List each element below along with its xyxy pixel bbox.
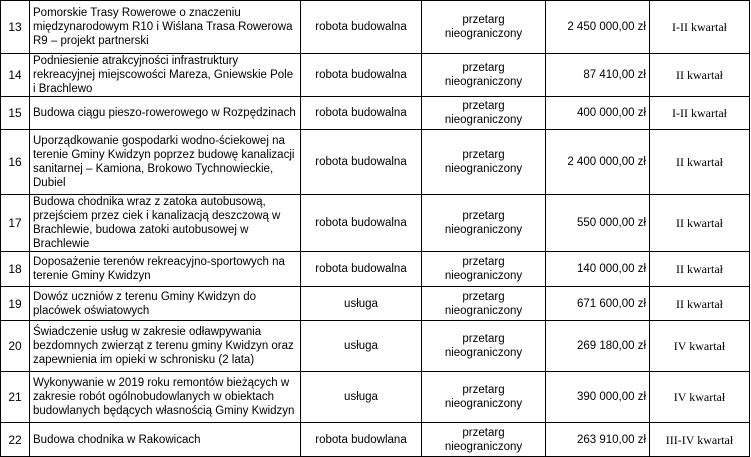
table-row xyxy=(1,321,750,372)
planned-period: II kwartał xyxy=(650,252,750,287)
planned-period: III-IV kwartał xyxy=(650,423,750,457)
contract-type: robota budowlana xyxy=(301,423,422,457)
procurement-mode xyxy=(422,372,546,423)
mode-line-2: nieograniczony xyxy=(444,76,523,88)
contract-name: Pomorskie Trasy Rowerowe o znaczeniu międzynarodowym R10 i Wiślana Trasa Rowerowa R9 – projekt partnerski xyxy=(30,1,301,54)
row-number: 20 xyxy=(1,321,30,372)
planned-period: II kwartał xyxy=(650,195,750,252)
contract-name: Budowa ciągu pieszo-rowerowego w Rozpędzinach xyxy=(30,97,301,130)
mode-line-1: przetarg xyxy=(462,384,505,396)
mode-line-2: nieograniczony xyxy=(444,398,523,410)
mode-line-2: nieograniczony xyxy=(444,163,523,175)
estimated-value: 671 600,00 zł xyxy=(546,287,650,321)
contract-name: Budowa chodnika w Rakowicach xyxy=(30,423,301,457)
contract-type: robota budowalna xyxy=(301,252,422,287)
mode-line-1: przetarg xyxy=(462,426,505,439)
contract-type: usługa xyxy=(301,321,422,372)
table-row xyxy=(1,287,750,321)
mode-line-2: nieograniczony xyxy=(444,347,523,359)
planned-period: II kwartał xyxy=(650,54,750,97)
contract-type: robota budowalna xyxy=(301,97,422,130)
procurement-mode xyxy=(422,195,546,252)
contract-name: Doposażenie terenów rekreacyjno-sportowych na terenie Gminy Kwidzyn xyxy=(30,252,301,287)
estimated-value: 400 000,00 zł xyxy=(546,97,650,130)
mode-line-1: przetarg xyxy=(462,14,505,26)
table-row xyxy=(1,252,750,287)
mode-line-1: przetarg xyxy=(462,149,505,161)
planned-period: II kwartał xyxy=(650,130,750,195)
planned-period: II kwartał xyxy=(650,287,750,321)
contract-name: Uporządkowanie gospodarki wodno-ściekowej na terenie Gminy Kwidzyn poprzez budowę kanalizacji sanitarnej – Kamiona, Brokowo Tychnowieckie, Dubiel xyxy=(30,130,301,195)
contract-name: Podniesienie atrakcyjności infrastruktury rekreacyjnej miejscowości Mareza, Gniewskie Pole i Brachlewo xyxy=(30,54,301,97)
mode-line-2: nieograniczony xyxy=(444,440,523,453)
row-number: 21 xyxy=(1,372,30,423)
procurement-mode xyxy=(422,252,546,287)
table-row xyxy=(1,423,750,457)
contract-type: robota budowalna xyxy=(301,130,422,195)
mode-line-2: nieograniczony xyxy=(444,224,523,236)
procurement-mode xyxy=(422,54,546,97)
procurement-mode xyxy=(422,287,546,321)
estimated-value: 2 400 000,00 zł xyxy=(546,130,650,195)
mode-line-1: przetarg xyxy=(462,256,505,268)
row-number: 15 xyxy=(1,97,30,130)
mode-line-1: przetarg xyxy=(462,290,505,303)
estimated-value: 140 000,00 zł xyxy=(546,252,650,287)
table-row xyxy=(1,130,750,195)
mode-line-1: przetarg xyxy=(462,333,505,345)
contract-name: Wykonywanie w 2019 roku remontów bieżących w zakresie robót ogólnobudowlanych w obiektach budowlanych będących własnością Gminy Kwidzyn xyxy=(30,372,301,423)
estimated-value: 550 000,00 zł xyxy=(546,195,650,252)
mode-line-1: przetarg xyxy=(462,62,505,74)
mode-line-2: nieograniczony xyxy=(444,114,523,126)
estimated-value: 87 410,00 zł xyxy=(546,54,650,97)
contract-name: Budowa chodnika wraz z zatoka autobusową, przejściem przez ciek i kanalizacją deszczową w Brachlewie, budowa zatoki autobusowej w Brachlewie xyxy=(30,195,301,252)
estimated-value: 2 450 000,00 zł xyxy=(546,1,650,54)
row-number: 22 xyxy=(1,423,30,457)
estimated-value: 263 910,00 zł xyxy=(546,423,650,457)
contract-type: usługa xyxy=(301,372,422,423)
contract-name: Dowóz uczniów z terenu Gminy Kwidzyn do placówek oświatowych xyxy=(30,287,301,321)
mode-line-2: nieograniczony xyxy=(444,28,523,40)
procurement-mode xyxy=(422,321,546,372)
planned-period: I-II kwartał xyxy=(650,97,750,130)
planned-period: IV kwartał xyxy=(650,372,750,423)
row-number: 16 xyxy=(1,130,30,195)
mode-line-1: przetarg xyxy=(462,100,505,112)
table-row xyxy=(1,54,750,97)
mode-line-2: nieograniczony xyxy=(444,270,523,282)
procurement-mode xyxy=(422,97,546,130)
row-number: 18 xyxy=(1,252,30,287)
estimated-value: 269 180,00 zł xyxy=(546,321,650,372)
estimated-value: 390 000,00 zł xyxy=(546,372,650,423)
contract-type: robota budowalna xyxy=(301,54,422,97)
planned-period: I-II kwartał xyxy=(650,1,750,54)
mode-line-1: przetarg xyxy=(462,210,505,222)
row-number: 13 xyxy=(1,1,30,54)
planned-period: IV kwartał xyxy=(650,321,750,372)
table-row xyxy=(1,195,750,252)
row-number: 17 xyxy=(1,195,30,252)
procurement-mode xyxy=(422,1,546,54)
procurement-mode xyxy=(422,423,546,457)
row-number: 19 xyxy=(1,287,30,321)
contract-type: robota budowalna xyxy=(301,195,422,252)
contract-type: usługa xyxy=(301,287,422,321)
contract-name: Świadczenie usług w zakresie odławpywania bezdomnych zwierząt z terenu gminy Kwidzyn oraz zapewnienia im opieki w schronisku (2 lata) xyxy=(30,321,301,372)
table-row xyxy=(1,1,750,54)
table-row xyxy=(1,372,750,423)
mode-line-2: nieograniczony xyxy=(444,304,523,317)
table-row xyxy=(1,97,750,130)
contract-type: robota budowalna xyxy=(301,1,422,54)
procurement-mode xyxy=(422,130,546,195)
row-number: 14 xyxy=(1,54,30,97)
